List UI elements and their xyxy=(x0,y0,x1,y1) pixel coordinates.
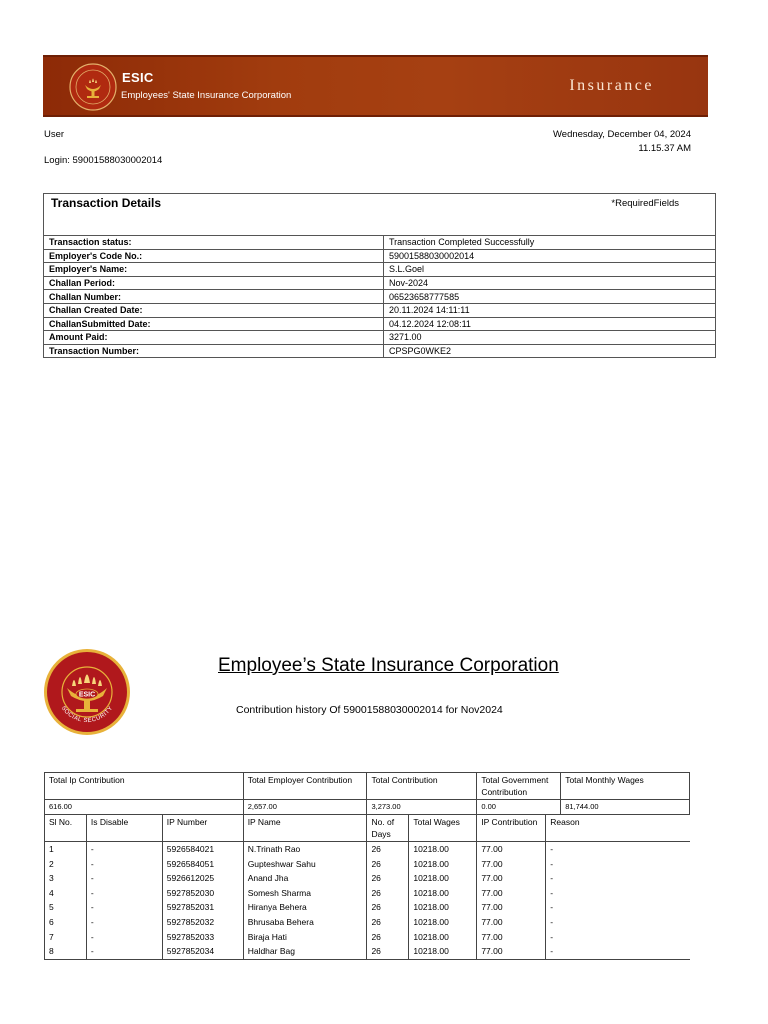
row-is-disable: - xyxy=(86,930,162,945)
row-sl-no: 1 xyxy=(45,842,87,857)
table-row xyxy=(44,249,715,263)
current-time: 11.15.37 AM xyxy=(638,143,691,154)
row-ip-name: Bhrusaba Behera xyxy=(243,915,367,930)
required-fields-note: *RequiredFields xyxy=(611,198,679,209)
row-label: Amount Paid: xyxy=(44,331,384,345)
row-ip-number: 5927852030 xyxy=(162,886,243,901)
row-days: 26 xyxy=(367,871,409,886)
row-sl-no: 3 xyxy=(45,871,87,886)
row-label: Challan Created Date: xyxy=(44,303,384,317)
header-banner xyxy=(43,55,708,117)
column-header: Total Wages xyxy=(409,815,477,842)
row-ip-contribution: 77.00 xyxy=(477,900,546,915)
row-ip-name: Biraja Hati xyxy=(243,930,367,945)
table-row xyxy=(44,236,715,250)
row-total-wages: 10218.00 xyxy=(409,944,477,959)
row-value: 59001588030002014 xyxy=(384,249,716,263)
row-ip-name: N.Trinath Rao xyxy=(243,842,367,857)
row-ip-name: Gupteshwar Sahu xyxy=(243,857,367,872)
row-value: CPSPG0WKE2 xyxy=(384,344,716,357)
row-reason: - xyxy=(546,886,690,901)
row-ip-name: Somesh Sharma xyxy=(243,886,367,901)
table-row xyxy=(45,857,690,872)
row-is-disable: - xyxy=(86,900,162,915)
row-ip-name: Hiranya Behera xyxy=(243,900,367,915)
row-value: Nov-2024 xyxy=(384,276,716,290)
row-value: 04.12.2024 12:08:11 xyxy=(384,317,716,331)
table-row xyxy=(44,344,715,357)
totals-header: Total Employer Contribution xyxy=(243,773,367,800)
row-label: ChallanSubmitted Date: xyxy=(44,317,384,331)
table-row xyxy=(44,263,715,277)
current-date: Wednesday, December 04, 2024 xyxy=(552,129,691,140)
column-header: IP Name xyxy=(243,815,367,842)
row-reason: - xyxy=(546,842,690,857)
row-label: Transaction status: xyxy=(44,236,384,250)
row-label: Challan Period: xyxy=(44,276,384,290)
row-ip-number: 5927852031 xyxy=(162,900,243,915)
emblem-text: ESIC xyxy=(78,691,96,699)
row-sl-no: 8 xyxy=(45,944,87,959)
totals-value: 0.00 xyxy=(477,800,561,815)
row-ip-contribution: 77.00 xyxy=(477,842,546,857)
table-row xyxy=(45,930,690,945)
row-sl-no: 2 xyxy=(45,857,87,872)
column-header: Reason xyxy=(546,815,690,842)
row-ip-contribution: 77.00 xyxy=(477,857,546,872)
table-row xyxy=(44,317,715,331)
row-total-wages: 10218.00 xyxy=(409,842,477,857)
table-row xyxy=(45,900,690,915)
totals-value: 81,744.00 xyxy=(561,800,690,815)
row-label: Employer's Code No.: xyxy=(44,249,384,263)
row-total-wages: 10218.00 xyxy=(409,900,477,915)
row-ip-number: 5926584051 xyxy=(162,857,243,872)
row-reason: - xyxy=(546,915,690,930)
row-sl-no: 5 xyxy=(45,900,87,915)
row-ip-contribution: 77.00 xyxy=(477,886,546,901)
transaction-details-panel xyxy=(43,193,716,358)
totals-header: Total Government Contribution xyxy=(477,773,561,800)
totals-value: 616.00 xyxy=(45,800,244,815)
row-days: 26 xyxy=(367,944,409,959)
row-total-wages: 10218.00 xyxy=(409,930,477,945)
column-header: IP Number xyxy=(162,815,243,842)
row-is-disable: - xyxy=(86,842,162,857)
totals-header: Total Ip Contribution xyxy=(45,773,244,800)
esic-emblem-icon xyxy=(43,648,131,736)
row-ip-number: 5927852034 xyxy=(162,944,243,959)
totals-header-row xyxy=(45,773,690,800)
contribution-subtitle: Contribution history Of 59001588030002014 for Nov2024 xyxy=(236,704,503,716)
table-row xyxy=(44,290,715,304)
row-ip-contribution: 77.00 xyxy=(477,930,546,945)
row-ip-number: 5926612025 xyxy=(162,871,243,886)
row-days: 26 xyxy=(367,886,409,901)
row-days: 26 xyxy=(367,842,409,857)
emblem-ring-text: SOCIAL SECURITY xyxy=(59,705,115,725)
login-id: Login: 59001588030002014 xyxy=(44,155,163,166)
row-label: Employer's Name: xyxy=(44,263,384,277)
row-is-disable: - xyxy=(86,871,162,886)
row-total-wages: 10218.00 xyxy=(409,871,477,886)
row-sl-no: 7 xyxy=(45,930,87,945)
table-row xyxy=(44,303,715,317)
row-ip-name: Anand Jha xyxy=(243,871,367,886)
table-row xyxy=(44,331,715,345)
row-ip-contribution: 77.00 xyxy=(477,915,546,930)
totals-header: Total Monthly Wages xyxy=(561,773,690,800)
column-header: IP Contribution xyxy=(477,815,546,842)
transaction-title: Transaction Details xyxy=(51,196,162,210)
user-label: User xyxy=(44,129,65,140)
totals-header: Total Contribution xyxy=(367,773,477,800)
row-value: S.L.Goel xyxy=(384,263,716,277)
corporation-title: Employee’s State Insurance Corporation xyxy=(218,655,559,676)
banner-section-label: Insurance xyxy=(569,77,654,94)
table-row xyxy=(45,842,690,857)
totals-value: 2,657.00 xyxy=(243,800,367,815)
row-is-disable: - xyxy=(86,944,162,959)
row-is-disable: - xyxy=(86,857,162,872)
row-ip-contribution: 77.00 xyxy=(477,871,546,886)
banner-org-full: Employees' State Insurance Corporation xyxy=(121,90,292,101)
transaction-table xyxy=(44,235,715,357)
column-header: No. of Days xyxy=(367,815,409,842)
row-ip-number: 5927852033 xyxy=(162,930,243,945)
row-label: Transaction Number: xyxy=(44,344,384,357)
row-ip-contribution: 77.00 xyxy=(477,944,546,959)
row-value: 20.11.2024 14:11:11 xyxy=(384,303,716,317)
table-row xyxy=(45,915,690,930)
row-reason: - xyxy=(546,944,690,959)
row-days: 26 xyxy=(367,900,409,915)
row-value: Transaction Completed Successfully xyxy=(384,236,716,250)
contribution-table xyxy=(44,772,690,960)
banner-org-short: ESIC xyxy=(122,70,154,85)
row-total-wages: 10218.00 xyxy=(409,915,477,930)
row-days: 26 xyxy=(367,857,409,872)
row-reason: - xyxy=(546,900,690,915)
row-reason: - xyxy=(546,857,690,872)
row-is-disable: - xyxy=(86,915,162,930)
row-sl-no: 6 xyxy=(45,915,87,930)
row-days: 26 xyxy=(367,930,409,945)
row-is-disable: - xyxy=(86,886,162,901)
row-sl-no: 4 xyxy=(45,886,87,901)
totals-value: 3,273.00 xyxy=(367,800,477,815)
row-total-wages: 10218.00 xyxy=(409,857,477,872)
column-header-row xyxy=(45,815,690,842)
column-header: Sl No. xyxy=(45,815,87,842)
row-ip-number: 5927852032 xyxy=(162,915,243,930)
table-row xyxy=(45,944,690,959)
table-row xyxy=(45,871,690,886)
table-row xyxy=(45,886,690,901)
column-header: Is Disable xyxy=(86,815,162,842)
row-total-wages: 10218.00 xyxy=(409,886,477,901)
row-ip-number: 5926584021 xyxy=(162,842,243,857)
totals-value-row xyxy=(45,800,690,815)
row-value: 06523658777585 xyxy=(384,290,716,304)
row-label: Challan Number: xyxy=(44,290,384,304)
row-days: 26 xyxy=(367,915,409,930)
row-ip-name: Haldhar Bag xyxy=(243,944,367,959)
row-value: 3271.00 xyxy=(384,331,716,345)
row-reason: - xyxy=(546,871,690,886)
table-row xyxy=(44,276,715,290)
esic-logo-icon xyxy=(69,63,117,111)
row-reason: - xyxy=(546,930,690,945)
